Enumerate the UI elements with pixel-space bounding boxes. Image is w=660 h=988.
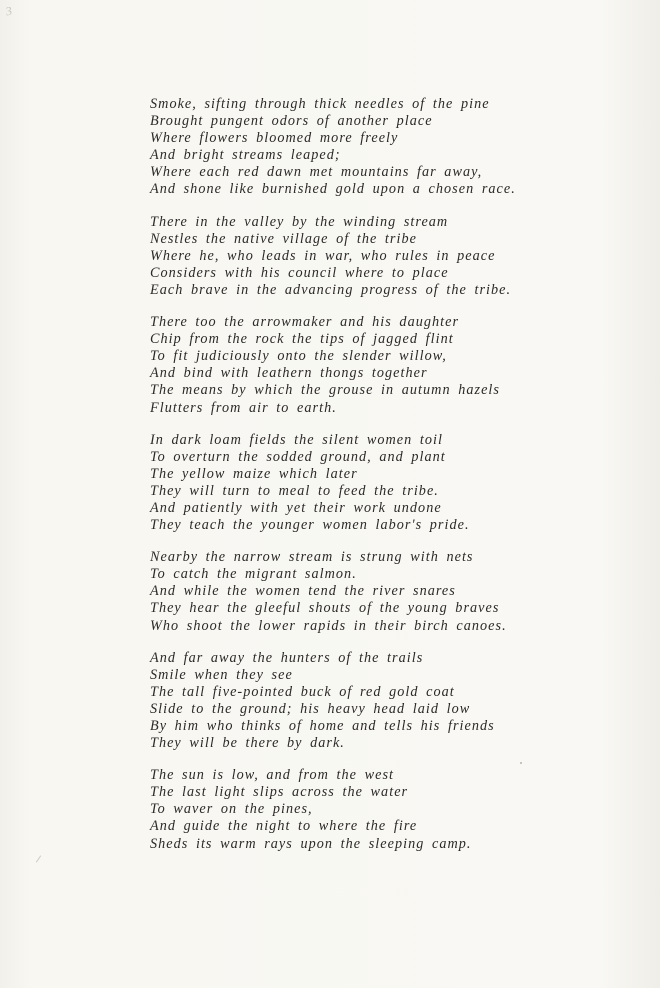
- poem-line: The tall five-pointed buck of red gold coat: [150, 683, 455, 700]
- stanza-3: [150, 314, 570, 417]
- poem-line: Slide to the ground; his heavy head laid low: [150, 700, 471, 717]
- page-corner-mark: 3: [4, 3, 14, 19]
- poem-line: Nearby the narrow stream is strung with nets: [150, 549, 474, 566]
- poem-line: They will turn to meal to feed the tribe.: [150, 482, 439, 499]
- poem-line: And far away the hunters of the trails: [150, 649, 424, 666]
- poem: [150, 96, 570, 868]
- stanza-7: [150, 767, 570, 852]
- poem-line: The sun is low, and from the west: [150, 767, 395, 784]
- stanza-5: [150, 549, 570, 634]
- poem-line: To overturn the sodded ground, and plant: [150, 448, 446, 465]
- poem-line: The yellow maize which later: [150, 465, 358, 482]
- poem-line: They hear the gleeful shouts of the young braves: [150, 600, 500, 617]
- poem-line: Brought pungent odors of another place: [150, 113, 433, 130]
- poem-line: Nestles the native village of the tribe: [150, 230, 417, 247]
- paper-mark: [36, 855, 41, 862]
- poem-line: Considers with his council where to place: [150, 264, 449, 281]
- poem-line: And shone like burnished gold upon a chosen race.: [150, 181, 516, 198]
- paper-speck: [520, 762, 522, 764]
- poem-line: The last light slips across the water: [150, 784, 409, 801]
- poem-line: In dark loam fields the silent women toil: [150, 431, 443, 448]
- poem-line: And patiently with yet their work undone: [150, 499, 442, 516]
- poem-line: And guide the night to where the fire: [150, 818, 418, 835]
- poem-line: Smile when they see: [150, 666, 293, 683]
- poem-line: There in the valley by the winding stream: [150, 213, 449, 230]
- poem-line: To waver on the pines,: [150, 801, 313, 818]
- poem-line: Where each red dawn met mountains far away,: [150, 164, 483, 181]
- poem-line: Each brave in the advancing progress of the tribe.: [150, 281, 512, 298]
- poem-line: By him who thinks of home and tells his friends: [150, 718, 495, 734]
- poem-line: To catch the migrant salmon.: [150, 566, 357, 583]
- poem-line: They will be there by dark.: [150, 735, 345, 752]
- poem-line: Chip from the rock the tips of jagged flint: [150, 331, 454, 348]
- poem-line: There too the arrowmaker and his daughter: [150, 314, 460, 331]
- poem-line: And bright streams leaped;: [150, 147, 341, 164]
- stanza-2: [150, 214, 570, 299]
- poem-line: Who shoot the lower rapids in their birch canoes.: [150, 617, 507, 634]
- stanza-1: [150, 96, 570, 199]
- poem-line: Flutters from air to earth.: [150, 399, 337, 416]
- poem-line: To fit judiciously onto the slender willow,: [150, 348, 447, 365]
- poem-line: Where flowers bloomed more freely: [150, 130, 399, 147]
- poem-line: Smoke, sifting through thick needles of the pine: [150, 96, 490, 112]
- poem-line: The means by which the grouse in autumn hazels: [150, 382, 500, 399]
- poem-line: They teach the younger women labor's pride.: [150, 517, 470, 534]
- poem-line: And while the women tend the river snares: [150, 583, 456, 600]
- stanza-4: [150, 432, 570, 535]
- poem-line: And bind with leathern thongs together: [150, 365, 428, 382]
- poem-line: Where he, who leads in war, who rules in peace: [150, 247, 496, 264]
- stanza-6: [150, 650, 570, 753]
- poem-line: Sheds its warm rays upon the sleeping camp.: [150, 835, 472, 852]
